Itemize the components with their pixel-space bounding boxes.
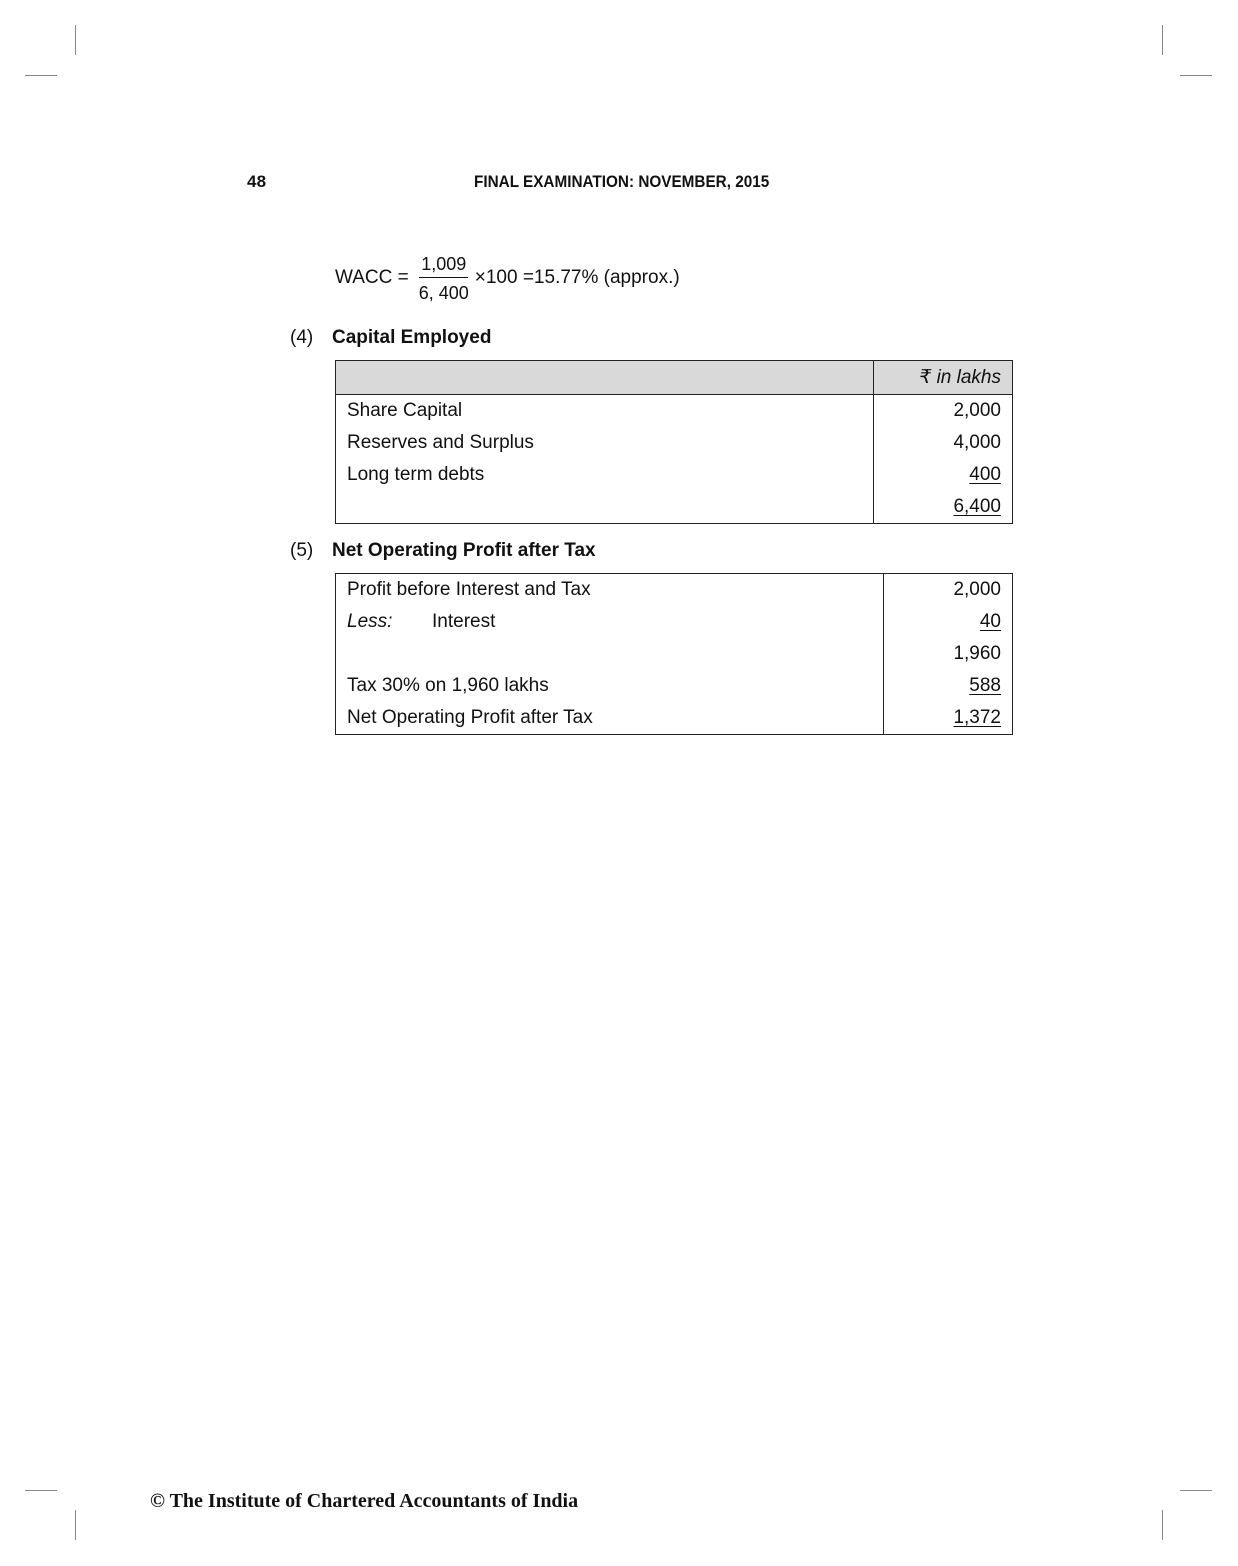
total-amount: [874, 491, 1013, 524]
row-amount-underlined: 400: [969, 464, 1001, 485]
total-amount-underlined: 6,400: [953, 496, 1001, 517]
wacc-numerator: 1,009: [419, 253, 468, 278]
crop-mark-bottom-left-vertical: [75, 1510, 76, 1540]
table-row: [336, 574, 1013, 607]
row-amount: 4,000: [874, 427, 1013, 459]
interest-amount: 40: [979, 611, 1001, 632]
wacc-denominator: 6, 400: [418, 282, 469, 303]
subtotal-amount: 1,960: [884, 638, 1013, 670]
capital-employed-table: [335, 360, 1013, 524]
row-label: Reserves and Surplus: [347, 432, 534, 453]
copyright-footer: © The Institute of Chartered Accountants of India: [150, 1490, 579, 1512]
wacc-label: WACC =: [335, 267, 409, 288]
table-row: [336, 702, 1013, 735]
row-amount: 2,000: [884, 574, 1013, 607]
less-label: Less:: [347, 611, 393, 632]
total-blank-cell: [336, 491, 874, 524]
tax-amount: 588: [969, 675, 1001, 696]
table-row: [336, 670, 1013, 702]
row-amount: [884, 670, 1013, 702]
table-total-row: [336, 491, 1013, 524]
wacc-fraction: [419, 253, 469, 304]
row-label: Share Capital: [347, 400, 463, 421]
section-5-number: (5): [290, 540, 314, 561]
header-blank-cell: [336, 361, 874, 395]
row-amount: 2,000: [874, 395, 1013, 428]
row-label: Long term debts: [347, 464, 485, 485]
row-label: Net Operating Profit after Tax: [347, 707, 593, 728]
crop-mark-top-right-horizontal: [1180, 75, 1212, 76]
crop-mark-top-right-vertical: [1162, 25, 1163, 55]
row-label-blank: [336, 638, 884, 670]
table-header-row: [336, 361, 1013, 395]
running-title: FINAL EXAMINATION: NOVEMBER, 2015: [474, 172, 770, 191]
row-label: Tax 30% on 1,960 lakhs: [347, 675, 549, 696]
crop-mark-top-left-horizontal: [25, 75, 57, 76]
row-amount: [874, 459, 1013, 491]
table-row: [336, 395, 1013, 428]
section-4-title: Capital Employed: [332, 327, 492, 348]
section-5-title: Net Operating Profit after Tax: [332, 540, 596, 561]
unit-header: ₹ in lakhs: [874, 361, 1013, 395]
interest-label: Interest: [432, 611, 496, 632]
crop-mark-bottom-right-vertical: [1162, 1510, 1163, 1540]
row-amount: [884, 606, 1013, 638]
nopat-amount: 1,372: [953, 707, 1001, 728]
crop-mark-bottom-right-horizontal: [1180, 1490, 1212, 1491]
row-label: Profit before Interest and Tax: [347, 579, 591, 600]
table-row: [336, 606, 1013, 638]
wacc-formula: [335, 250, 680, 306]
table-row: [336, 427, 1013, 459]
crop-mark-bottom-left-horizontal: [25, 1490, 57, 1491]
row-amount: [884, 702, 1013, 735]
table-row: [336, 638, 1013, 670]
table-row: [336, 459, 1013, 491]
wacc-result: ×100 =15.77% (approx.): [474, 267, 680, 288]
crop-mark-top-left-vertical: [75, 25, 76, 55]
row-label: [336, 606, 884, 638]
nopat-table: [335, 573, 1013, 735]
page-number: 48: [247, 172, 267, 191]
section-4-number: (4): [290, 327, 314, 348]
